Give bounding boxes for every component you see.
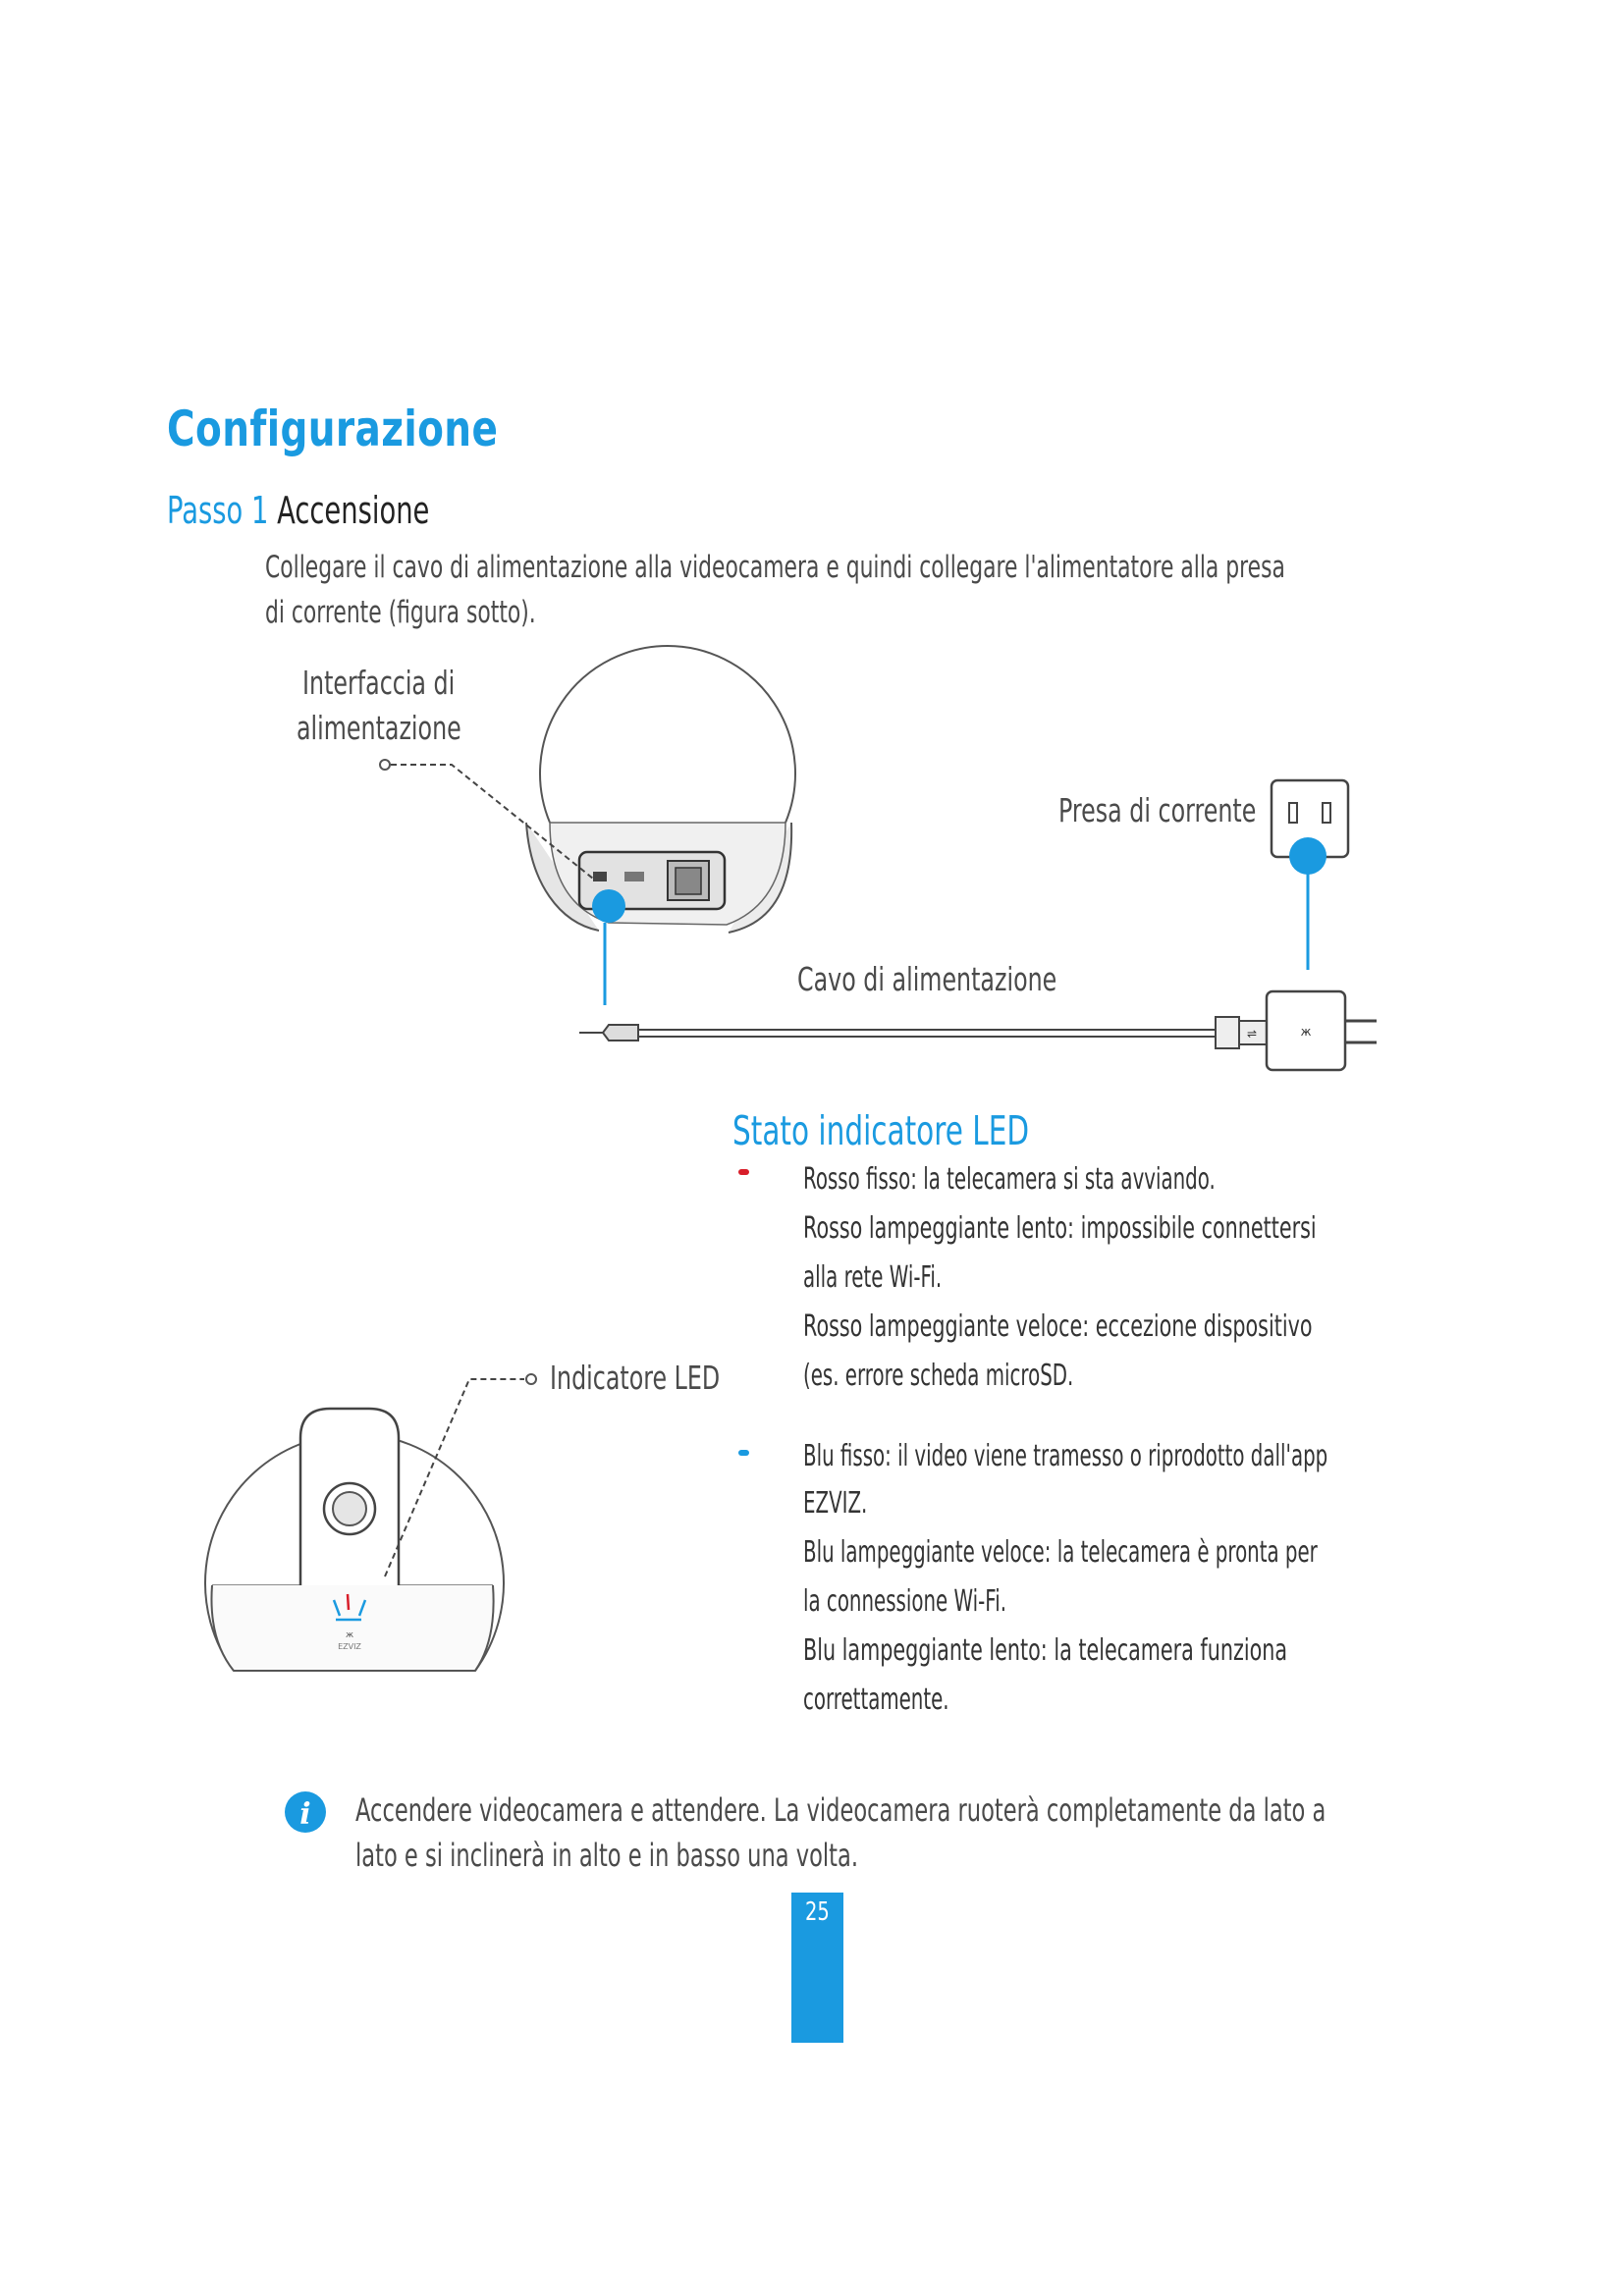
step-label: Passo 1 [167,489,269,532]
callout-dot [592,889,625,923]
power-interface-label: Interfaccia di [302,664,456,702]
blue-status-line: la connessione Wi-Fi. [803,1584,1007,1619]
led-status-title: Stato indicatore LED [732,1107,1030,1154]
blue-status-line: Blu lampeggiante lento: la telecamera funziona [803,1633,1288,1668]
blue-status-line: Blu fisso: il video viene tramesso o riprodotto dall'app [803,1439,1328,1473]
red-led-bullet [738,1169,749,1175]
intro-line-1: Collegare il cavo di alimentazione alla videocamera e quindi collegare l'alimentatore alla presa [265,550,1285,585]
intro-line-2: di corrente (figura sotto). [265,595,536,630]
camera-front-illustration [205,1409,504,1671]
info-icon [285,1791,326,1833]
blue-status-line: Blu lampeggiante veloce: la telecamera è pronta per [803,1535,1318,1570]
cable-label: Cavo di alimentazione [797,960,1057,998]
led-indicator-label: Indicatore LED [550,1359,721,1397]
power-interface-label-line2: alimentazione [297,709,461,747]
camera-illustration [526,646,795,933]
red-status-line: Rosso lampeggiante lento: impossibile connettersi [803,1211,1317,1246]
step-title: Accensione [277,489,430,532]
svg-text:⇌: ⇌ [1246,1027,1258,1041]
blue-led-bullet [738,1450,749,1456]
red-status-line: alla rete Wi-Fi. [803,1260,943,1295]
red-status-line: Rosso fisso: la telecamera si sta avviando. [803,1162,1216,1197]
svg-text:ж: ж [1300,1025,1312,1039]
logo-text: EZVIZ [338,1642,361,1651]
power-cable-illustration [579,991,1377,1070]
blue-status-line: EZVIZ. [803,1486,868,1521]
red-status-line: (es. errore scheda microSD. [803,1359,1074,1393]
outlet-label: Presa di corrente [1058,791,1257,829]
note-line-2: lato e si inclinerà in alto e in basso una volta. [355,1837,859,1874]
page-number: 25 [804,1897,830,1927]
blue-status-line: correttamente. [803,1682,949,1717]
svg-text:i: i [299,1797,311,1832]
red-status-line: Rosso lampeggiante veloce: eccezione dispositivo [803,1309,1313,1344]
svg-text:ж: ж [345,1630,354,1640]
page-title: Configurazione [167,400,499,457]
note-line-1: Accendere videocamera e attendere. La videocamera ruoterà completamente da lato a [355,1791,1326,1829]
callout-dot [1289,837,1326,875]
